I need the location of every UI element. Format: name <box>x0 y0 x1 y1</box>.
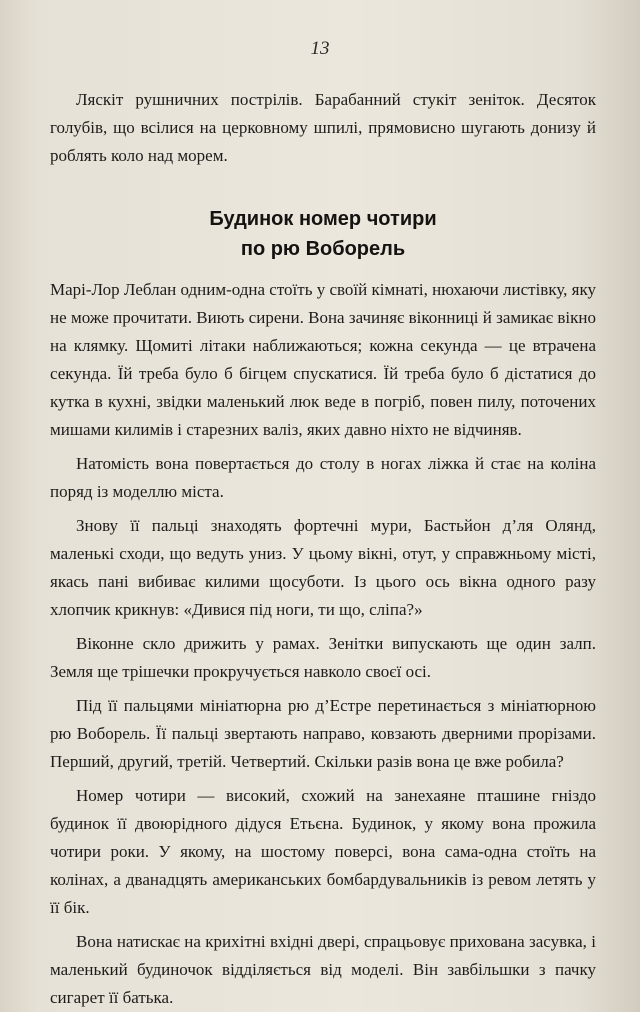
paragraph-opening: Ляскіт рушничних пострілів. Барабанний стукіт зеніток. Десяток голубів, що всілися на церковному шпилі, прямовисно шугають донизу й роблять коло над морем. <box>50 90 596 165</box>
paragraph-7: Вона натискає на крихітні вхідні двері, спрацьовує прихована засувка, і маленький будиночок відділяється від моделі. Він завбільшки з пачку сигарет її батька. <box>50 932 596 1007</box>
paragraph-1: Марі-Лор Леблан одним-одна стоїть у своїй кімнаті, нюхаючи листівку, яку не може прочитати. Виють сирени. Вона зачиняє віконниці й замикає вікно на клямку. Щомиті літаки наближаються; кожна секунда — це втрачена секунда. Їй треба було б бігцем спускатися. Їй треба було б дістатися до кутка в кухні, звідки маленький люк веде в погріб, повен пилу, поточених мишами килимів і старезних валіз, яких давно ніхто не відчиняв. <box>50 280 596 439</box>
chapter-title-line-2: по рю Воборель <box>240 238 406 260</box>
page-number: 13 <box>310 38 330 59</box>
paragraph-5: Під її пальцями мініатюрна рю д’Естре перетинається з мініатюрною рю Воборель. Її пальці звертають направо, ковзають дверними прорізами. Перший, другий, третій. Четвертий. Скільки разів вона це вже робила? <box>50 696 596 771</box>
chapter-title-line-1: Будинок номер чотири <box>209 208 437 230</box>
page-body <box>50 86 596 1012</box>
chapter-title <box>50 204 596 264</box>
paragraph-3: Знову її пальці знаходять фортечні мури, Бастьйон д’ля Олянд, маленькі сходи, що ведуть униз. У цьому вікні, отут, у справжньому місті, якась пані вибиває килими щосуботи. Із цього ось вікна одного разу хлопчик крикнув: «Дивися під ноги, ти що, сліпа?» <box>50 516 596 619</box>
paragraph-2: Натомість вона повертається до столу в ногах ліжка й стає на коліна поряд із моделлю міста. <box>50 454 596 501</box>
paragraph-4: Віконне скло дрижить у рамах. Зенітки випускають ще один залп. Земля ще трішечки прокручується навколо своєї осі. <box>50 634 596 681</box>
paragraph-6: Номер чотири — високий, схожий на занехаяне пташине гніздо будинок її двоюрідного дідуся Етьєна. Будинок, у якому вона прожила чотири роки. У якому, на шостому поверсі, вона сама-одна стоїть на колінах, а дванадцять американських бомбардувальників із ревом летять у її бік. <box>50 786 596 917</box>
